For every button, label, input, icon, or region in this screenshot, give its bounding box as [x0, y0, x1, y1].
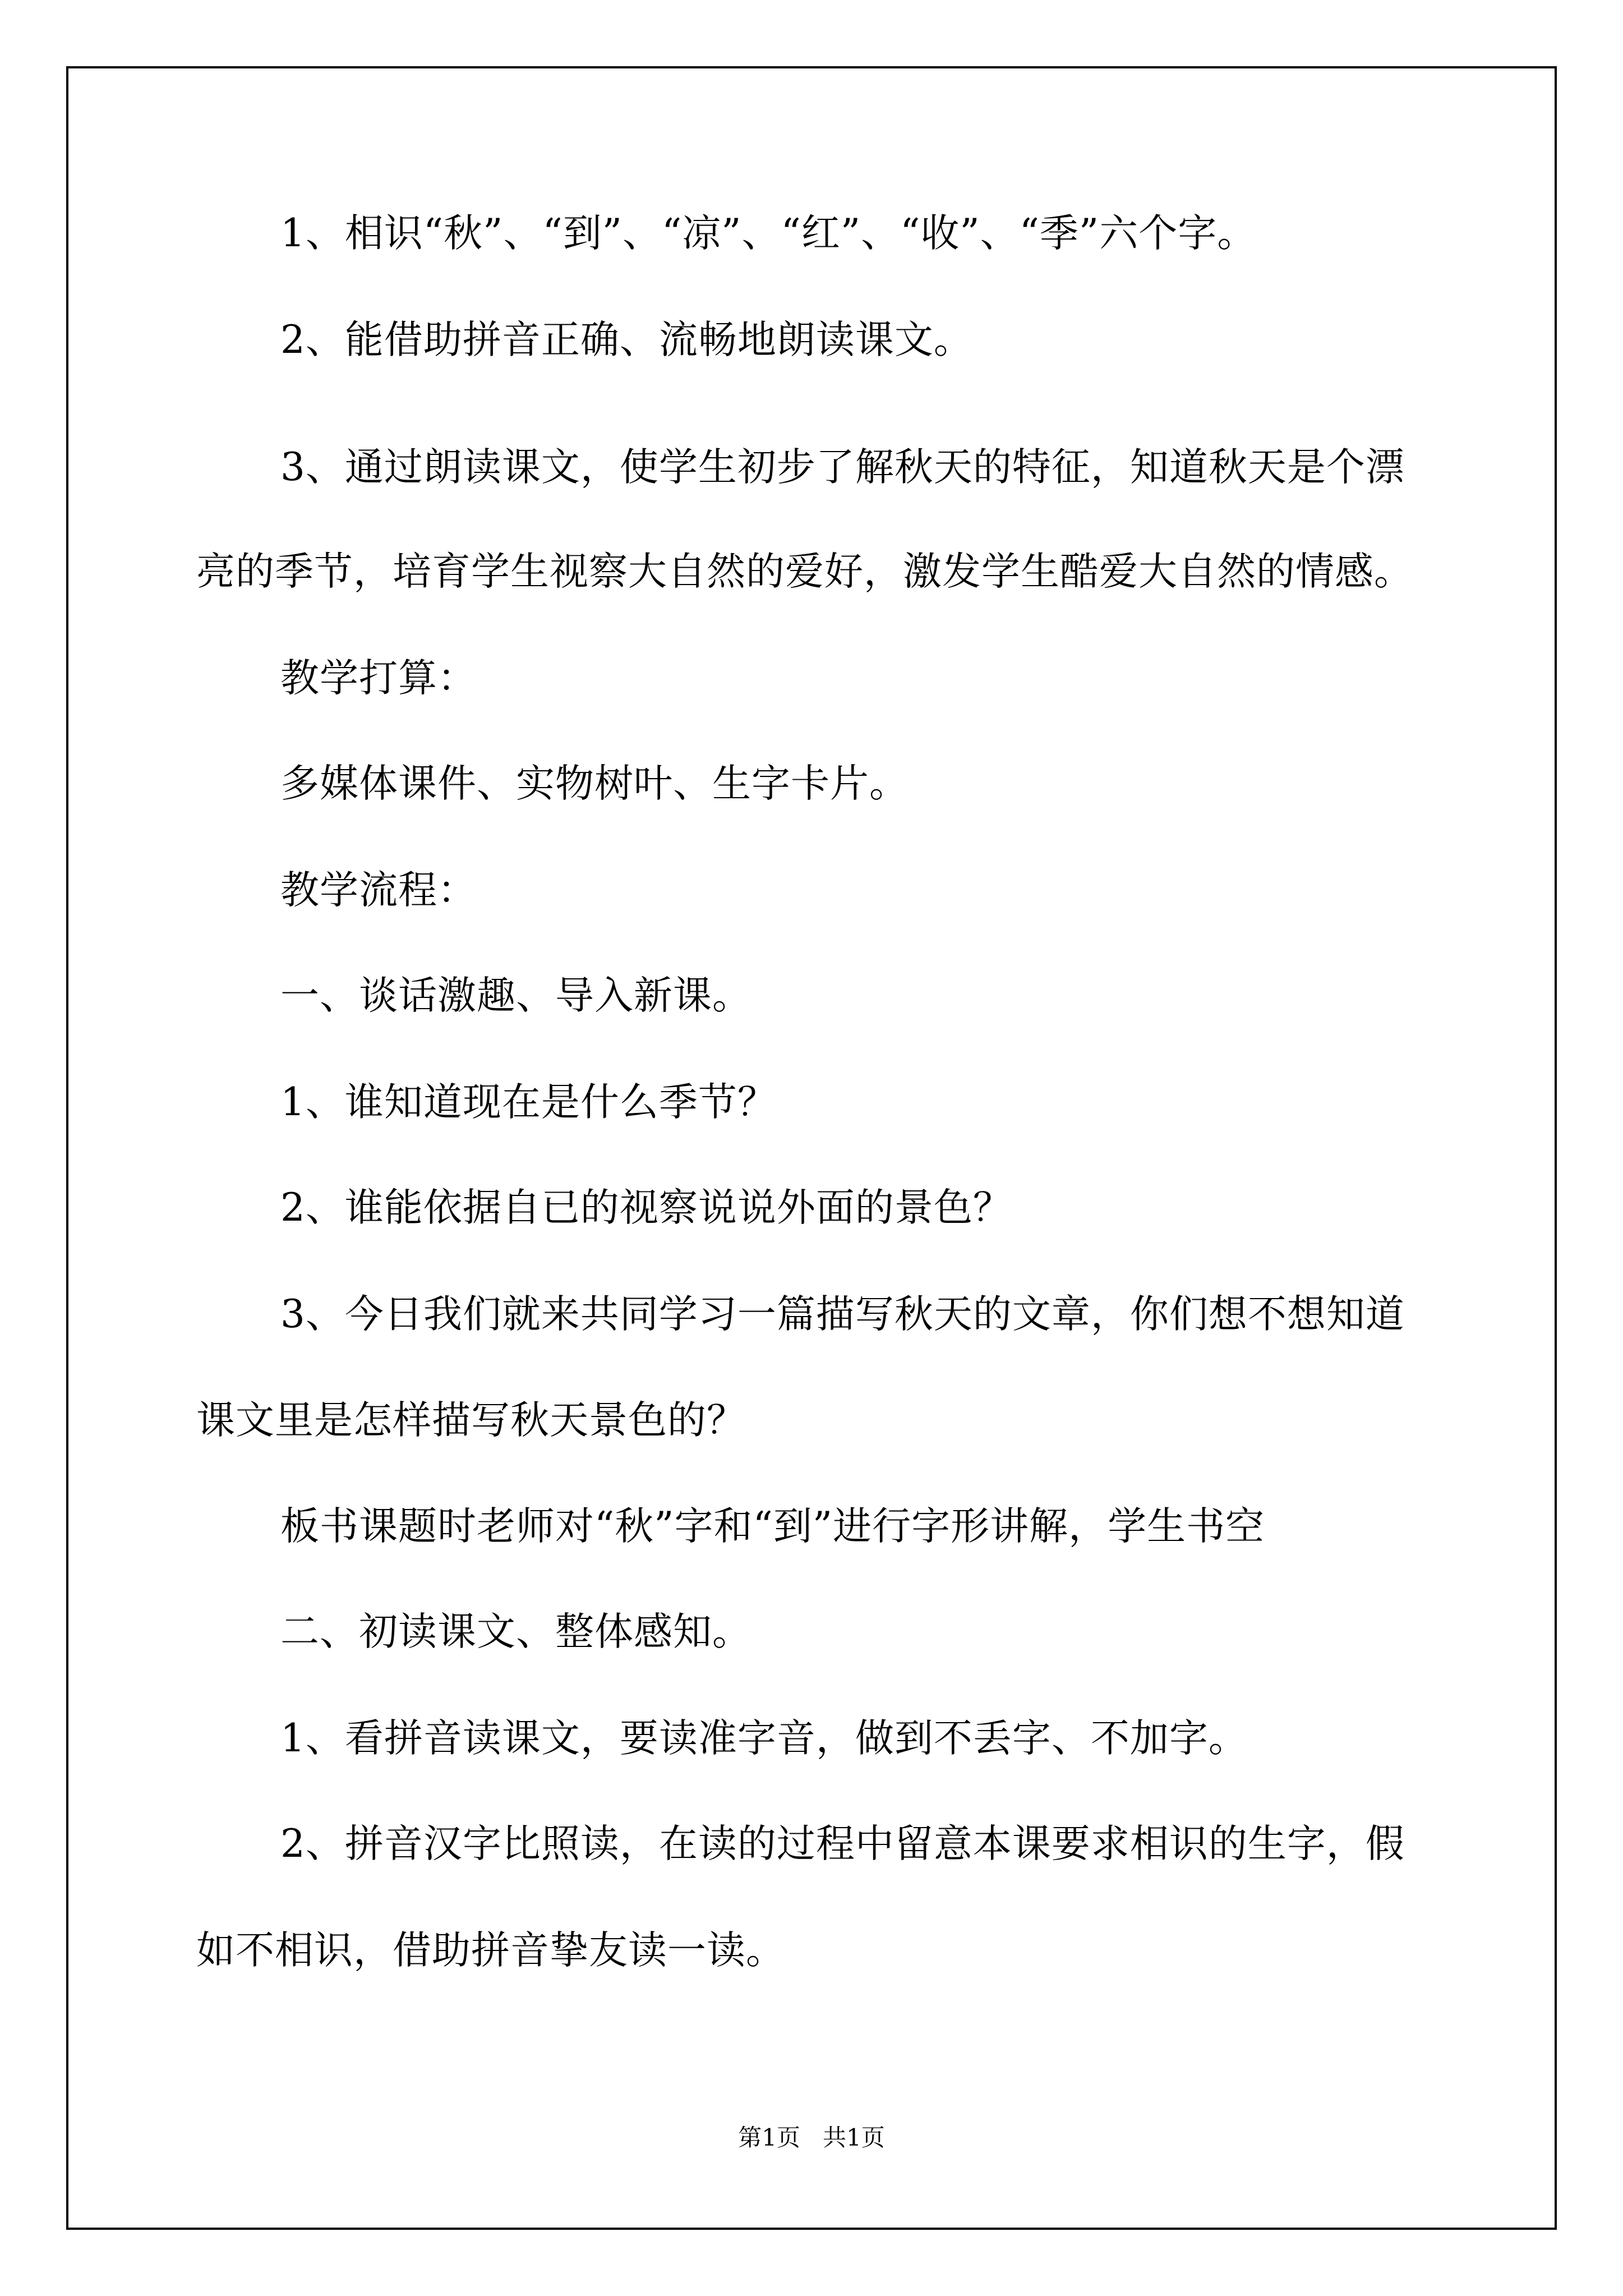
paragraph-materials: 多媒体课件、实物树叶、生字卡片。	[280, 761, 909, 806]
heading-teaching-process: 教学流程：	[280, 868, 477, 913]
paragraph-2: 2、能借助拼音正确、流畅地朗读课文。	[280, 318, 973, 362]
section-heading-2: 二、初读课文、整体感知。	[280, 1609, 751, 1654]
step-2-line-1: 2、拼音汉字比照读，在读的过程中留意本课要求相识的生字，假	[280, 1821, 1405, 1866]
page-number-total: 共1页	[823, 2124, 885, 2151]
question-1: 1、谁知道现在是什么季节？	[280, 1080, 777, 1125]
paragraph-3-line-2: 亮的季节，培育学生视察大自然的爱好，激发学生酷爱大自然的情感。	[196, 549, 1413, 594]
page-number-current: 第1页	[738, 2124, 800, 2151]
paragraph-1: 1、相识“秋”、“到”、“凉”、“红”、“收”、“季”六个字。	[280, 211, 1257, 256]
heading-teaching-preparation: 教学打算：	[280, 656, 477, 701]
question-2: 2、谁能依据自已的视察说说外面的景色？	[280, 1185, 1012, 1230]
paragraph-board-title: 板书课题时老师对“秋”字和“到”进行字形讲解，学生书空	[280, 1504, 1265, 1549]
section-heading-1: 一、谈话激趣、导入新课。	[280, 973, 751, 1018]
paragraph-3-line-1: 3、通过朗读课文，使学生初步了解秋天的特征，知道秋天是个漂	[280, 445, 1405, 490]
page-border	[66, 66, 1557, 2230]
step-2-line-2: 如不相识，借助拼音挚友读一读。	[196, 1928, 785, 1973]
page-footer	[0, 2124, 1623, 2152]
step-1: 1、看拼音读课文，要读准字音，做到不丢字、不加字。	[280, 1716, 1248, 1761]
question-3-line-1: 3、今日我们就来共同学习一篇描写秋天的文章，你们想不想知道	[280, 1292, 1405, 1337]
question-3-line-2: 课文里是怎样描写秋天景色的？	[196, 1398, 746, 1443]
